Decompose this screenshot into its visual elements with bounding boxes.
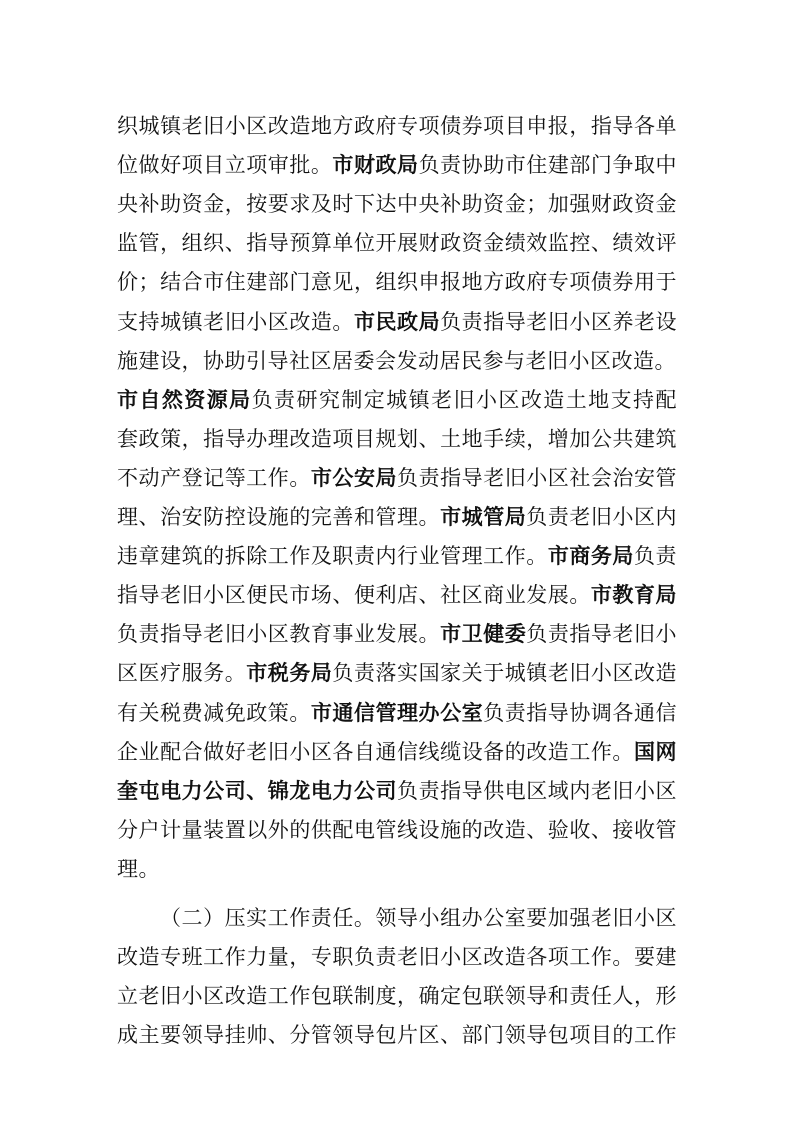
bold-term: 市教育局 [590,583,678,608]
text-line [117,272,677,293]
text-run: 负责 [633,544,678,569]
text-line [117,986,677,1007]
bold-term: 市财政局 [332,153,419,178]
text-run: 理、治安防控设施的完善和管理。 [117,505,441,529]
text-run: 负责指导供电区域内老旧小区 [397,778,678,803]
text-run: 企业配合做好老旧小区各自通信线缆设备的改造工作。 [117,739,634,764]
text-run: 成主要领导挂帅、分管领导包片区、部门领导包项目的工作 [117,1023,677,1048]
text-line [160,908,677,929]
text-run: 区医疗服务。 [117,661,247,686]
bold-term: 奎屯电力公司、锦龙电力公司 [117,778,398,803]
text-run: 负责协助市住建部门争取中 [418,153,678,178]
text-run: 负责指导老旧小区养老设 [440,309,678,334]
text-line [117,507,677,528]
text-run: 有关税费减免政策。 [117,700,311,725]
text-run: 负责老旧小区内 [526,505,678,529]
text-run: 改造专班工作力量，专职负责老旧小区改造各项工作。要建 [117,945,677,970]
text-run: 套政策，指导办理改造项目规划、土地手续，增加公共建筑 [117,426,677,451]
text-run: （二）压实工作责任。领导小组办公室要加强老旧小区 [160,906,677,930]
text-line [117,155,677,176]
text-line [117,426,677,451]
text-run: 负责指导老旧小 [526,622,678,647]
text-run: 央补助资金，按要求及时下达中央补助资金；加强财政资金 [117,192,677,217]
text-run: 负责指导老旧小区教育事业发展。 [117,622,441,647]
text-run: 施建设，协助引导社区居委会发动居民参与老旧小区改造。 [117,348,676,373]
text-line [117,663,677,684]
text-run: 位做好项目立项审批。 [117,153,333,178]
text-line [117,387,677,412]
bold-term: 市自然资源局 [117,387,252,412]
bold-term: 市税务局 [246,661,333,686]
text-line [117,778,678,803]
bold-term: 市商务局 [547,544,634,569]
text-run: 负责落实国家关于城镇老旧小区改造 [332,661,678,686]
text-line [117,309,678,334]
bold-term: 市民政局 [353,309,441,334]
text-line [117,348,676,373]
text-run: 价；结合市住建部门意见，组织申报地方政府专项债券用于 [117,270,677,295]
bold-term: 国网 [633,739,678,764]
text-line [117,194,677,215]
text-line [117,739,678,764]
bold-term: 市卫健委 [440,622,527,647]
text-line [117,1025,677,1046]
bold-term: 市城管局 [440,505,527,529]
text-run: 负责研究制定城镇老旧小区改造土地支持配 [251,387,677,412]
text-run: 分户计量装置以外的供配电管线设施的改造、验收、接收管 [117,817,677,842]
text-line [117,585,677,606]
text-line [117,817,677,842]
text-run: 立老旧小区改造工作包联制度，确定包联领导和责任人，形 [117,984,677,1009]
bold-term: 市公安局 [310,465,398,490]
text-run: 监管，组织、指导预算单位开展财政资金绩效监控、绩效评 [117,231,677,256]
text-line [117,856,160,881]
text-line [117,947,677,968]
text-line [117,700,678,725]
text-run: 指导老旧小区便民市场、便利店、社区商业发展。 [117,583,591,608]
text-line [117,624,677,645]
text-run: 负责指导老旧小区社会治安管 [397,465,678,490]
text-run: 不动产登记等工作。 [117,465,311,490]
text-run: 违章建筑的拆除工作及职责内行业管理工作。 [117,544,548,569]
text-run: 织城镇老旧小区改造地方政府专项债券项目申报，指导各单 [117,114,677,138]
text-line [117,465,678,490]
text-line [117,116,677,137]
text-run: 支持城镇老旧小区改造。 [117,309,354,334]
text-run: 理。 [117,856,160,881]
bold-term: 市通信管理办公室 [310,700,484,725]
text-run: 负责指导协调各通信 [483,700,678,725]
text-line [117,233,677,254]
text-line [117,546,677,567]
